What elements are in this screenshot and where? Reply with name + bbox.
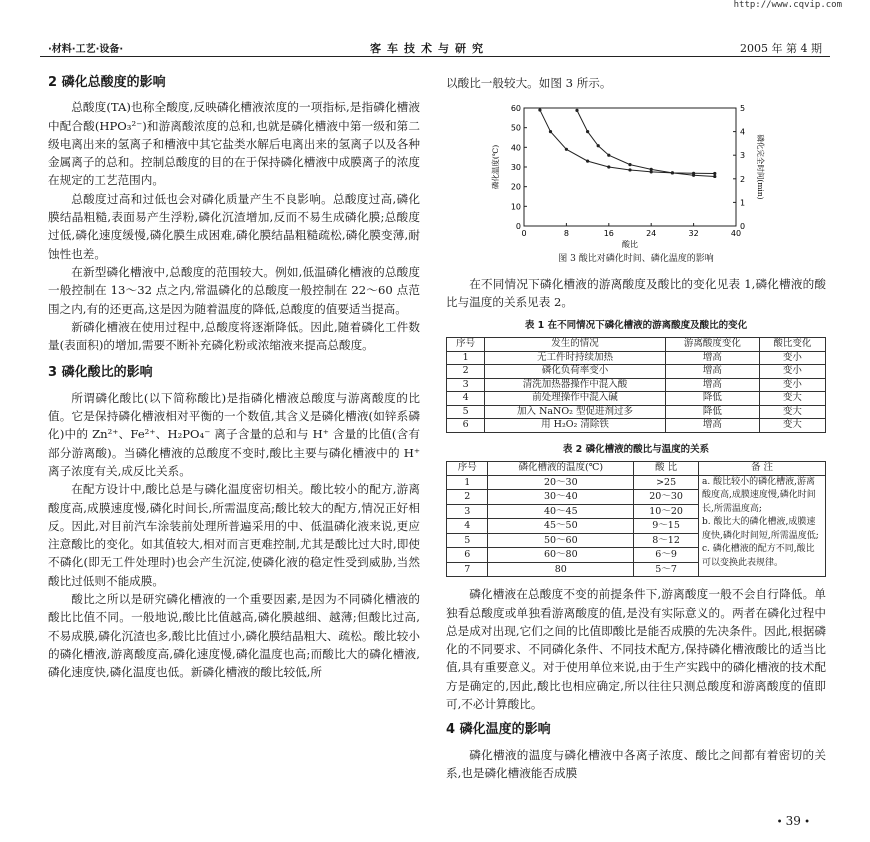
table-cell: 增高 bbox=[665, 365, 759, 379]
y-left-tick-label: 30 bbox=[510, 163, 521, 173]
y-right-tick-label: 4 bbox=[740, 127, 746, 137]
table-cell: 前处理操作中混入碱 bbox=[485, 392, 666, 406]
y-left-tick-label: 40 bbox=[510, 143, 521, 153]
table-cell: 45～50 bbox=[488, 519, 634, 534]
paragraph: 在不同情况下磷化槽液的游离酸度及酸比的变化见表 1,磷化槽液的酸比与温度的关系见表 2。 bbox=[446, 276, 826, 309]
x-axis-label: 酸比 bbox=[622, 240, 638, 249]
figure-caption: 图 3 酸比对磷化时间、磷化温度的影响 bbox=[558, 254, 714, 265]
y-right-tick-label: 3 bbox=[740, 151, 746, 161]
table-cell: 磷化负荷率变小 bbox=[485, 365, 666, 379]
table-cell: 清洗加热器操作中混入酸 bbox=[485, 378, 666, 392]
table-row bbox=[447, 405, 826, 419]
table-header-cell: 酸比变化 bbox=[759, 338, 825, 352]
series-point bbox=[713, 175, 716, 178]
table-cell: 3 bbox=[447, 504, 488, 519]
paragraph: 总酸度(TA)也称全酸度,反映磷化槽液浓度的一项指标,是指磷化槽液中配合酸(HPO₃²⁻)和游离酸浓度的总和,也就是磷化槽液中第一级和第二级电离出来的氢离子和槽液中其它盐类水解后电离出来的氢离子以及各种金属离子的总和。控制总酸度的目的在于保持磷化槽液中成膜离子的浓度在规定的工艺范围内。 bbox=[48, 100, 420, 188]
table-row bbox=[447, 475, 826, 490]
series-point bbox=[565, 148, 568, 151]
table-cell: 6 bbox=[447, 548, 488, 563]
table-cell: 变小 bbox=[759, 365, 825, 379]
paragraph: 总酸度过高和过低也会对磷化质量产生不良影响。总酸度过高,磷化膜结晶粗糙,表面易产生浮粉,磷化沉渣增加,反而不易生成磷化膜;总酸度过低,磷化速度缓慢,磷化膜生成困难,磷化膜结晶粗糙疏松,磷化膜变薄,耐蚀性也差。 bbox=[48, 191, 420, 261]
x-tick-label: 40 bbox=[730, 229, 742, 239]
table-cell: 降低 bbox=[665, 392, 759, 406]
table-row bbox=[447, 378, 826, 392]
series-point bbox=[692, 174, 695, 177]
y-left-tick-label: 20 bbox=[510, 182, 521, 192]
table-cell: 无工件时持续加热 bbox=[485, 351, 666, 365]
series-point bbox=[650, 168, 653, 171]
paragraph: 磷化槽液在总酸度不变的前提条件下,游离酸度一般不会自行降低。单独看总酸度或单独看游离酸度的值,是没有实际意义的。两者在磷化过程中总是成对出现,它们之间的比值即酸比是能否成膜的先决条件。因此,根据磷化的不同要求、不同磷化条件、不同技术配方,保持磷化槽液酸比的适当比值,具有重要意义。对于使用单位来说,由于生产实践中的磷化槽液的技术配方是确定的,因此,酸比也相应确定,所以往往只测总酸度和游离酸度的值即可,不必计算酸比。 bbox=[446, 587, 826, 712]
paragraph: 所谓磷化酸比(以下简称酸比)是指磷化槽液总酸度与游离酸度的比值。它是保持磷化槽液相对平衡的一个数值,其含义是磷化槽液(如锌系磷化)中的 Zn²⁺、Fe²⁺、H₂PO₄⁻ 离子含量的总和与 H⁺ 含量的比值(含有部分游离酸)。当磷化槽液的总酸度不变时,酸比主要与磷化槽液中的 H⁺ 离子浓度有关,成反比关系。 bbox=[48, 390, 420, 478]
table-cell: 加入 NaNO₂ 型促进剂过多 bbox=[485, 405, 666, 419]
x-tick-label: 24 bbox=[646, 229, 657, 239]
series-point bbox=[549, 130, 552, 133]
table-1 bbox=[446, 337, 826, 433]
series-point bbox=[607, 154, 610, 157]
series-point bbox=[671, 172, 674, 175]
table-header-cell: 序号 bbox=[447, 338, 485, 352]
table-cell: 变大 bbox=[759, 419, 825, 433]
series-point bbox=[575, 109, 578, 112]
table-cell: 40～45 bbox=[488, 504, 634, 519]
paragraph: 在新型磷化槽液中,总酸度的范围较大。例如,低温磷化槽液的总酸度一般控制在 13～32 点之内,常温磷化的总酸度一般控制在 22～60 点范围之内,有的还更高,这是因为随着温度的降低,总酸度的值要适当提高。 bbox=[48, 264, 420, 316]
table-cell: 降低 bbox=[665, 405, 759, 419]
table-2 bbox=[446, 461, 826, 577]
right-column bbox=[446, 74, 826, 782]
source-url: http://www.cqvip.com bbox=[733, 0, 842, 10]
table-cell: 6 bbox=[447, 419, 485, 433]
y-left-axis-label: 磷化温度(℃) bbox=[491, 145, 500, 190]
y-right-tick-label: 5 bbox=[740, 104, 746, 114]
table-cell: 用 H₂O₂ 清除铁 bbox=[485, 419, 666, 433]
table-row bbox=[447, 351, 826, 365]
table-cell: 3 bbox=[447, 378, 485, 392]
table-cell: 增高 bbox=[665, 378, 759, 392]
acid-ratio-chart bbox=[446, 98, 826, 248]
table-cell: 30～40 bbox=[488, 490, 634, 505]
journal-name: 客车技术与研究 bbox=[370, 42, 489, 55]
left-column bbox=[48, 74, 420, 682]
table-cell: 6～9 bbox=[634, 548, 699, 563]
table-1-caption: 表 1 在不同情况下磷化槽液的游离酸度及酸比的变化 bbox=[524, 320, 748, 332]
plot-frame bbox=[524, 108, 736, 226]
table-header-cell: 游离酸度变化 bbox=[665, 338, 759, 352]
series-point bbox=[607, 166, 610, 169]
table-cell: 7 bbox=[447, 562, 488, 577]
paragraph: 在配方设计中,酸比总是与磷化温度密切相关。酸比较小的配方,游离酸度高,成膜速度慢,磷化时间长,所需温度高;酸比较大的配方,情况正好相反。因此,对目前汽车涂装前处理所普遍采用的中、低温磷化液来说,更应注意酸比的变化。如其值较大,相对而言更难控制,尤其是酸比过大时,即使不磷化(即无工件处理时)也会产生沉淀,使磷化液的稳定性受到威胁,当然酸比过低则不能成膜。 bbox=[48, 482, 420, 588]
table-row bbox=[447, 392, 826, 406]
table-2-caption: 表 2 磷化槽液的酸比与温度的关系 bbox=[562, 443, 710, 455]
table-cell: 50～60 bbox=[488, 533, 634, 548]
page-number: • 39 • bbox=[776, 814, 810, 828]
paragraph: 酸比之所以是研究磷化槽液的一个重要因素,是因为不同磷化槽液的酸比比值不同。一般地说,酸比比值越高,磷化膜越细、越薄;但酸比过高,不易成膜,磷化沉渣也多,酸比比值过小,磷化膜结晶粗大、疏松。酸比较小的磷化槽液,游离酸度高,磷化速度慢,磷化温度也高;而酸比大的磷化槽液,磷化速度快,磷化温度也低。新磷化槽液的酸比较低,所 bbox=[48, 592, 420, 680]
figure-3 bbox=[446, 98, 826, 248]
table-header-cell: 磷化槽液的温度(℃) bbox=[488, 462, 634, 476]
table-cell: 4 bbox=[447, 392, 485, 406]
series-point bbox=[586, 130, 589, 133]
table-header-cell: 发生的情况 bbox=[485, 338, 666, 352]
table-cell: 1 bbox=[447, 475, 488, 490]
y-left-tick-label: 0 bbox=[515, 222, 521, 232]
y-right-tick-label: 0 bbox=[740, 222, 746, 232]
table-cell: 变小 bbox=[759, 378, 825, 392]
table-cell: 60～80 bbox=[488, 548, 634, 563]
table-row bbox=[447, 419, 826, 433]
table-cell: 4 bbox=[447, 519, 488, 534]
table-cell: 5 bbox=[447, 533, 488, 548]
y-right-axis-label: 磷化完全时间(min) bbox=[756, 134, 765, 200]
issue-label: 2005 年 第 4 期 bbox=[740, 42, 822, 55]
series-point bbox=[628, 169, 631, 172]
table-cell: 80 bbox=[488, 562, 634, 577]
y-left-tick-label: 50 bbox=[510, 123, 521, 133]
series-point bbox=[713, 172, 716, 175]
series-point bbox=[538, 109, 541, 112]
table-cell: 变大 bbox=[759, 405, 825, 419]
table-header-cell: 酸 比 bbox=[634, 462, 699, 476]
section-4-title: 4 磷化温度的影响 bbox=[446, 722, 551, 738]
x-tick-label: 8 bbox=[563, 229, 569, 239]
table-cell: 2 bbox=[447, 490, 488, 505]
series-line-1 bbox=[577, 111, 715, 177]
table-cell: 变大 bbox=[759, 392, 825, 406]
y-left-tick-label: 10 bbox=[510, 202, 521, 212]
table-cell: 20～30 bbox=[488, 475, 634, 490]
table-cell: 10～20 bbox=[634, 504, 699, 519]
y-right-tick-label: 2 bbox=[740, 175, 746, 185]
table-cell: 2 bbox=[447, 365, 485, 379]
section-3-title: 3 磷化酸比的影响 bbox=[48, 365, 153, 381]
series-point bbox=[597, 144, 600, 147]
table-cell: 20～30 bbox=[634, 490, 699, 505]
section-label: ·材料·工艺·设备· bbox=[48, 44, 124, 55]
table-header-cell: 备 注 bbox=[699, 462, 826, 476]
table-cell: 5 bbox=[447, 405, 485, 419]
table-cell: 增高 bbox=[665, 419, 759, 433]
paragraph: 新磷化槽液在使用过程中,总酸度将逐渐降低。因此,随着磷化工件数量(表面积)的增加,需要不断补充磷化粉或浓缩液来提高总酸度。 bbox=[48, 319, 420, 353]
y-left-tick-label: 60 bbox=[510, 104, 521, 114]
table-cell: 变小 bbox=[759, 351, 825, 365]
x-tick-label: 32 bbox=[688, 229, 699, 239]
table-cell: 8～12 bbox=[634, 533, 699, 548]
table-cell: 9～15 bbox=[634, 519, 699, 534]
table-header-cell: 序号 bbox=[447, 462, 488, 476]
series-point bbox=[586, 160, 589, 163]
section-2-title: 2 磷化总酸度的影响 bbox=[48, 75, 166, 90]
table-note-cell: a. 酸比较小的磷化槽液,游离酸度高,成膜速度慢,磷化时间长,所需温度高; b. 酸比大的磷化槽液,成膜速度快,磷化时间短,所需温度低; c. 磷化槽液的配方不同,酸比可以变换此表规律。 bbox=[699, 475, 826, 577]
paragraph: 以酸比一般较大。如图 3 所示。 bbox=[446, 76, 612, 90]
y-right-tick-label: 1 bbox=[740, 198, 746, 208]
paragraph: 磷化槽液的温度与磷化槽液中各离子浓度、酸比之间都有着密切的关系,也是磷化槽液能否成膜 bbox=[446, 747, 826, 780]
x-tick-label: 16 bbox=[603, 229, 614, 239]
table-cell: 1 bbox=[447, 351, 485, 365]
table-cell: 5～7 bbox=[634, 562, 699, 577]
series-point bbox=[628, 163, 631, 166]
table-cell: >25 bbox=[634, 475, 699, 490]
x-tick-label: 0 bbox=[521, 229, 527, 239]
table-row bbox=[447, 365, 826, 379]
table-cell: 增高 bbox=[665, 351, 759, 365]
running-header bbox=[40, 40, 830, 57]
